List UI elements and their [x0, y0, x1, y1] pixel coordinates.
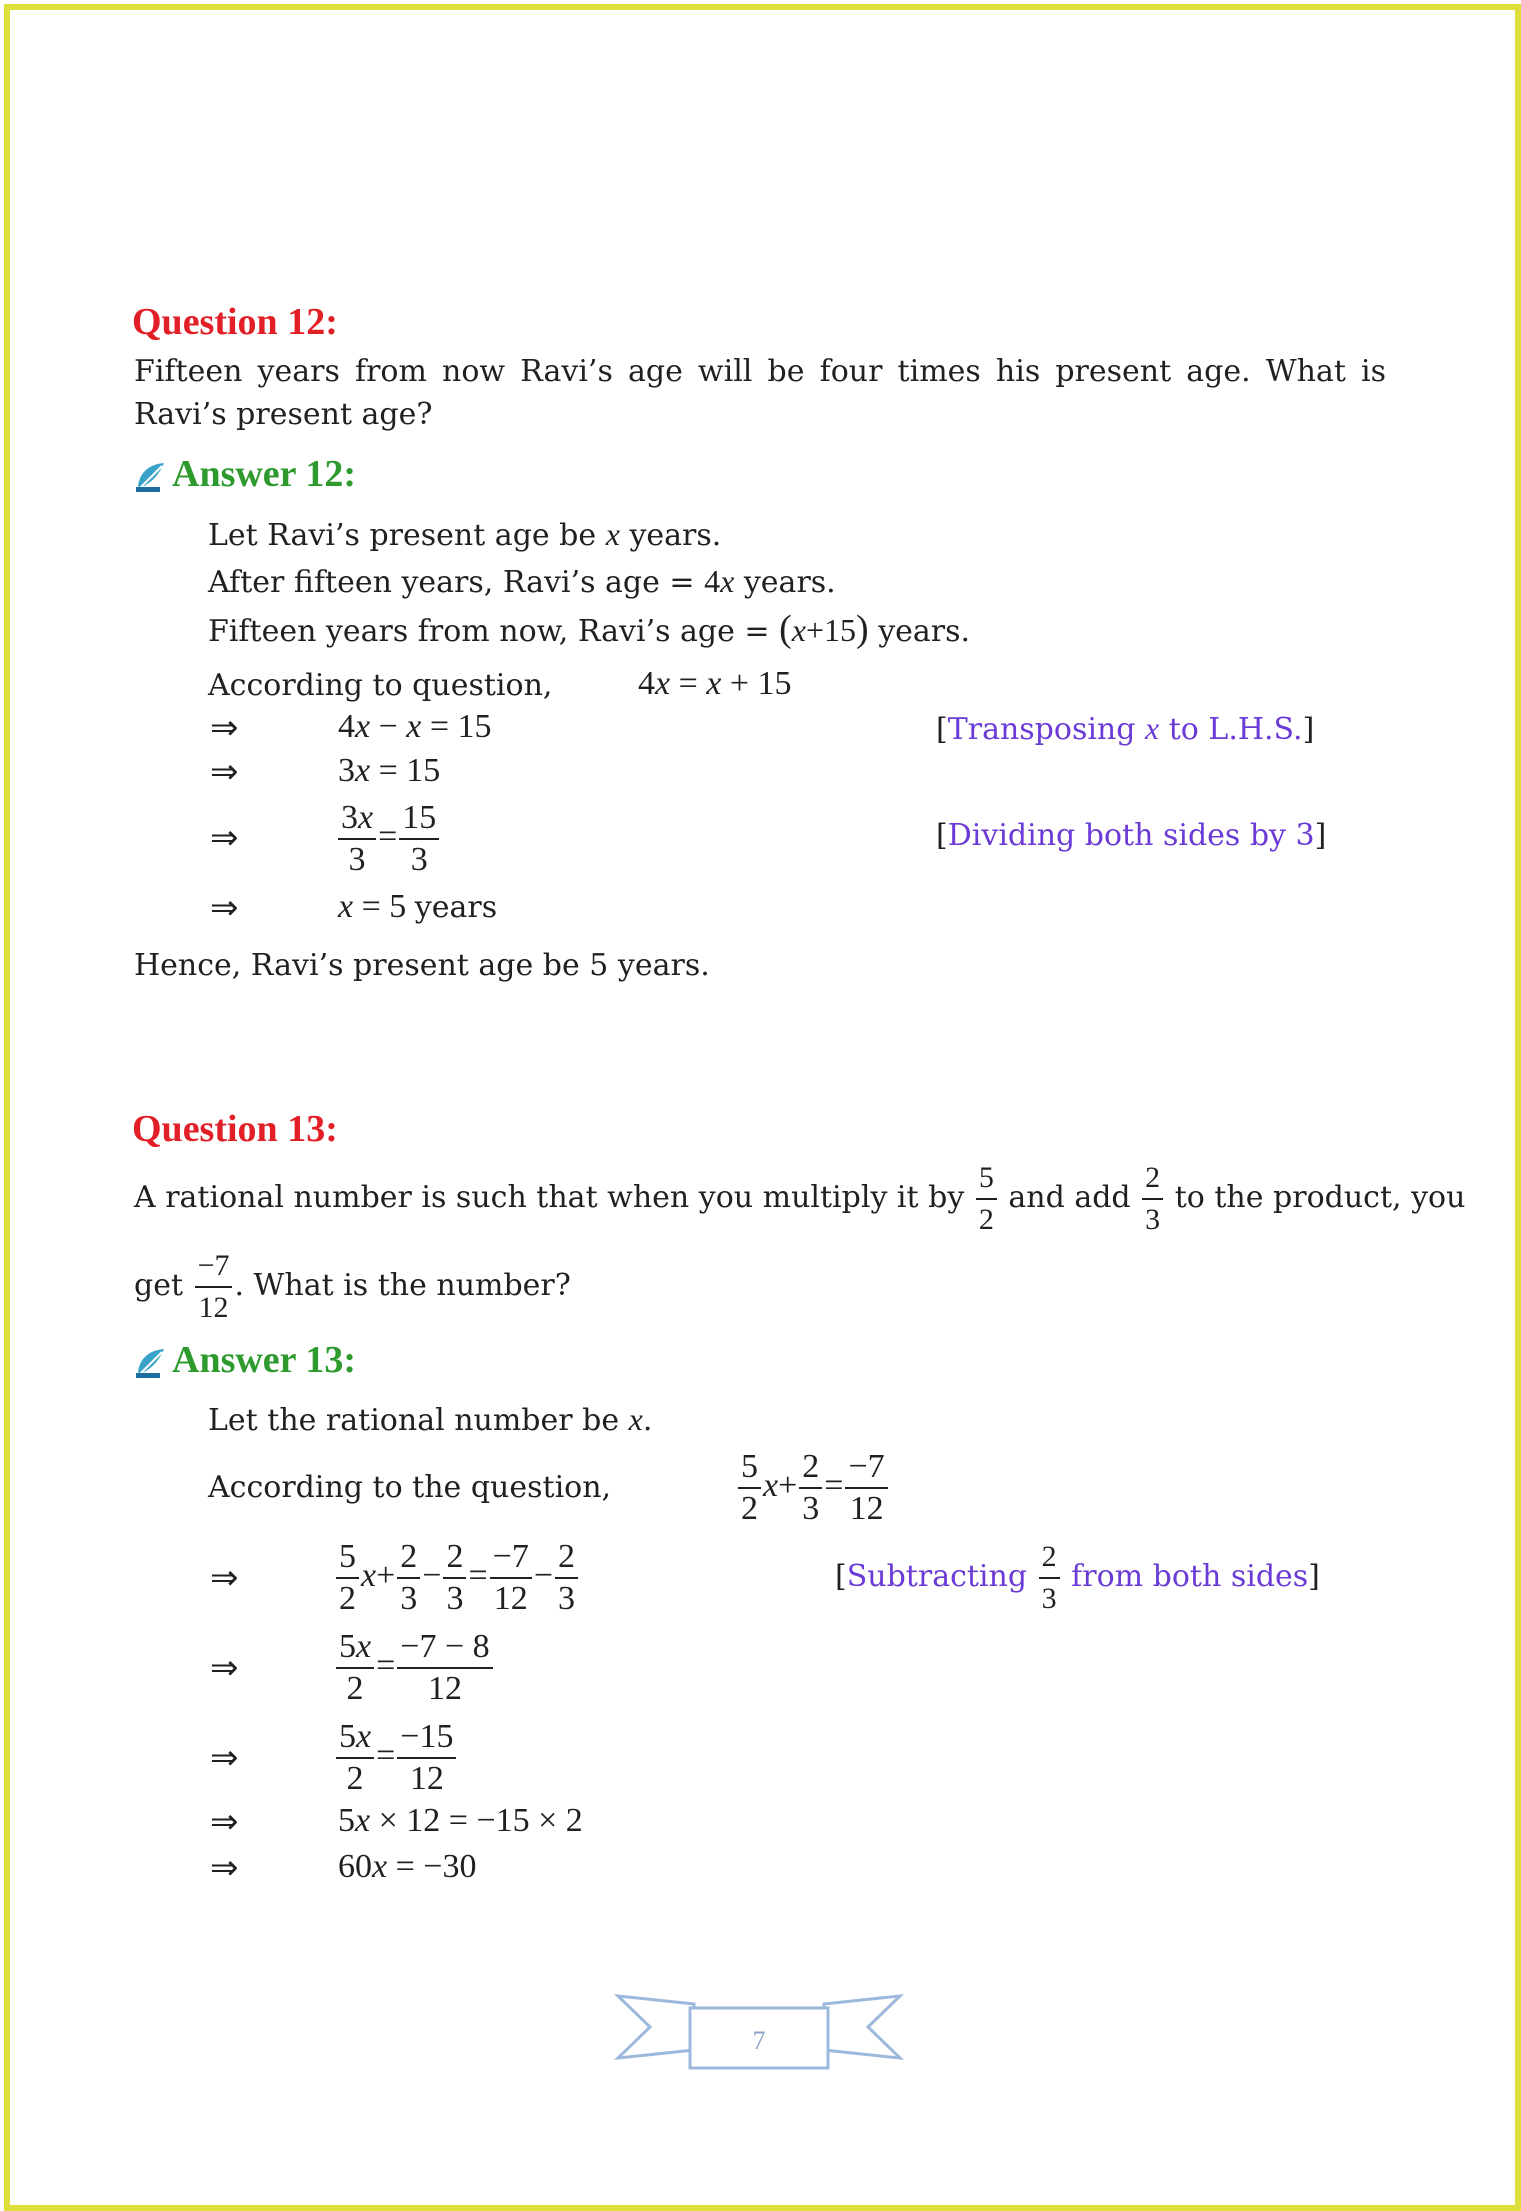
a12-line-3-text: Fifteen years from now, Ravi’s age =	[208, 614, 770, 649]
implies-arrow-icon: ⇒	[210, 752, 239, 792]
answer-12-heading	[134, 452, 356, 496]
a13-line-1: Let the rational number be x.	[208, 1401, 653, 1438]
a13-step-4: 5x × 12 = −15 × 2	[338, 1802, 583, 1839]
a12-line-2-text: After fifteen years, Ravi’s age =	[208, 565, 695, 600]
a12-step-4: x = 5 years	[338, 888, 498, 925]
implies-arrow-icon: ⇒	[210, 1848, 239, 1888]
question-12-text: Fifteen years from now Ravi’s age will be four times his present age. What is Ravi’s present age?	[134, 354, 1386, 432]
a13-step-1: $\frac{5}{2}$ x+ $\frac{2}{3}$ − $\frac{2}{3}$ = $\frac{-7}{12}$ − $\frac{2}{3}$	[334, 1537, 580, 1619]
a12-line-3-unit: years.	[878, 614, 971, 649]
a12-line-2: After fifteen years, Ravi’s age = 4x years.	[208, 563, 836, 600]
note-dividing-text: Dividing both sides by 3	[947, 818, 1315, 853]
a12-equation-1: 4x = x + 15	[638, 665, 792, 702]
a12-line-1: Let Ravi’s present age be x years.	[208, 516, 722, 553]
a12-note-transposing: [Transposing x to L.H.S.]	[936, 710, 1315, 747]
a13-line-1-text: Let the rational number be	[208, 1403, 620, 1438]
a12-conclusion: Hence, Ravi’s present age be 5 years.	[134, 948, 710, 983]
a12-line-1-unit: years.	[629, 518, 722, 553]
leaf-book-icon	[134, 1346, 168, 1380]
question-12-heading: Question 12:	[132, 301, 338, 343]
implies-arrow-icon: ⇒	[210, 888, 239, 928]
note-transposing-text: Transposing	[947, 712, 1136, 747]
question-13-text-line-2: get $\frac{-7}{12}$ . What is the number?	[134, 1246, 571, 1328]
implies-arrow-icon: ⇒	[210, 1802, 239, 1842]
note-both-sides-text: from both sides	[1071, 1559, 1309, 1594]
a13-note-subtracting: [Subtracting $\frac{2}{3}$ from both sides]	[835, 1537, 1320, 1619]
a12-note-dividing: [Dividing both sides by 3]	[936, 818, 1327, 853]
implies-arrow-icon: ⇒	[210, 1558, 239, 1598]
a12-step-2: 3x = 15	[338, 752, 441, 789]
q13-text-e: . What is the number?	[234, 1268, 571, 1303]
a12-line-3: Fifteen years from now, Ravi’s age = (x+15) years.	[208, 608, 971, 650]
q13-text-a: A rational number is such that when you multiply it by	[134, 1180, 965, 1215]
a12-step-3: $\frac{3x}{3}$ = $\frac{15}{3}$	[336, 798, 441, 880]
question-13-heading: Question 13:	[132, 1108, 338, 1150]
page-number: 7	[752, 2026, 766, 2055]
a12-line-4: According to question,	[208, 668, 553, 703]
a12-step-1: 4x − x = 15	[338, 708, 492, 745]
answer-12-label: Answer 12:	[172, 453, 357, 495]
a12-line-1-text: Let Ravi’s present age be	[208, 518, 597, 553]
a12-step-4-unit: years	[414, 890, 498, 925]
a13-step-3: $\frac{5x}{2}$ = $\frac{-15}{12}$	[334, 1717, 458, 1799]
note-lhs-text: to L.H.S.	[1168, 712, 1303, 747]
implies-arrow-icon: ⇒	[210, 1738, 239, 1778]
q13-text-c: to the product, you	[1174, 1180, 1466, 1215]
a13-step-5: 60x = −30	[338, 1848, 477, 1885]
note-subtracting-text: Subtracting	[846, 1559, 1028, 1594]
a12-line-2-unit: years.	[743, 565, 836, 600]
implies-arrow-icon: ⇒	[210, 1648, 239, 1688]
answer-13-label: Answer 13:	[172, 1339, 357, 1381]
leaf-book-icon	[134, 460, 168, 494]
a13-equation-1: $\frac{5}{2}$ x+ $\frac{2}{3}$ = $\frac{-7}{12}$	[736, 1447, 890, 1529]
q13-text-d: get	[134, 1268, 184, 1303]
q13-text-b: and add	[1008, 1180, 1131, 1215]
implies-arrow-icon: ⇒	[210, 708, 239, 748]
a13-step-2: $\frac{5x}{2}$ = $\frac{-7 - 8}{12}$	[334, 1627, 495, 1709]
answer-13-heading	[134, 1338, 356, 1382]
a13-line-2: According to the question,	[208, 1470, 612, 1505]
question-13-text-line-1: A rational number is such that when you multiply it by $\frac{5}{2}$ and add $\frac{2}{3}$ to the product, you	[134, 1158, 1386, 1240]
implies-arrow-icon: ⇒	[210, 818, 239, 858]
